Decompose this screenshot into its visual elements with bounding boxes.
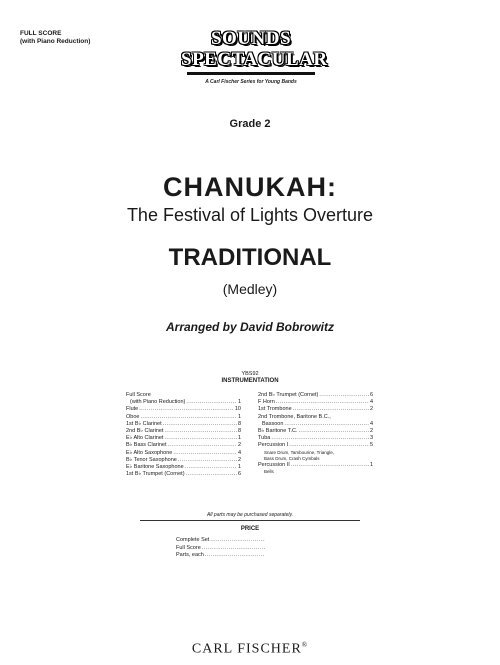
instrument-quantity: 4: [237, 449, 241, 456]
instrument-name: Full Score: [126, 392, 151, 398]
piece-title: CHANUKAH:: [163, 172, 337, 202]
leader-dots: [178, 457, 237, 464]
leader-dots: [202, 545, 265, 553]
leader-dots: [205, 552, 265, 560]
instrument-quantity: 6: [237, 471, 241, 478]
arranger-credit: Arranged by David Bobrowitz: [165, 320, 335, 334]
instrument-name: 2nd B♭ Clarinet: [126, 428, 164, 435]
instrument-quantity: 1: [237, 435, 241, 442]
instrument-row: [258, 392, 373, 399]
instrument-name: E♭ Alto Clarinet: [126, 435, 164, 442]
instrument-name: (with Piano Reduction): [130, 399, 186, 406]
instrument-row: [126, 392, 241, 399]
price-row: [176, 545, 266, 553]
catalog-number: YBS92: [241, 371, 259, 377]
leader-dots: [163, 421, 237, 428]
publisher-logo: [0, 641, 500, 658]
leader-dots: [173, 450, 237, 457]
instrument-name: 1st B♭ Clarinet: [126, 420, 162, 427]
instrument-quantity: 2: [237, 456, 241, 463]
instrument-quantity: 1: [237, 413, 241, 420]
price-row: [176, 552, 266, 560]
logo-tagline: A Carl Fischer Series for Young Bands: [205, 79, 297, 85]
parts-note: All parts may be purchased separately.: [206, 512, 294, 518]
leader-dots: [185, 464, 237, 471]
leader-dots: [298, 428, 368, 435]
instrument-quantity: 8: [237, 420, 241, 427]
publisher-name: CARL FISCHER: [191, 641, 302, 657]
instrument-row: [126, 471, 241, 478]
instrument-name: E♭ Alto Saxophone: [126, 449, 173, 456]
instrument-quantity: 1: [369, 461, 373, 468]
instrument-name: Snare Drum, Tambourine, Triangle,: [264, 449, 334, 455]
instrument-row: [258, 406, 373, 413]
logo-bar: [187, 72, 315, 75]
grade-level: Grade 2: [229, 118, 271, 130]
instrument-row: [258, 399, 373, 406]
leader-dots: [186, 399, 237, 406]
leader-dots: [168, 442, 237, 449]
leader-dots: [291, 462, 369, 469]
instrument-name: F Horn: [258, 399, 275, 406]
instrument-quantity: 4: [369, 399, 373, 406]
instrument-quantity: 1: [237, 464, 241, 471]
instrument-row: [258, 442, 373, 449]
instrument-row: [258, 428, 373, 435]
instrument-quantity: 5: [369, 442, 373, 449]
leader-dots: [210, 537, 265, 545]
instrument-name: Percussion I: [258, 442, 289, 449]
instrumentation-left-column: [126, 392, 241, 478]
price-item: Parts, each: [176, 552, 204, 558]
leader-dots: [289, 442, 369, 449]
instrument-quantity: 2: [237, 442, 241, 449]
instrument-row: [258, 435, 373, 442]
leader-dots: [319, 392, 369, 399]
edition-label-line1: FULL SCORE: [20, 30, 62, 37]
leader-dots: [164, 435, 236, 442]
logo-line2: SPECTACULAR: [181, 49, 328, 70]
instrument-row: [126, 457, 241, 464]
instrument-name: 1st B♭ Trumpet (Cornet): [126, 471, 185, 478]
instrument-name: Oboe: [126, 413, 140, 420]
instrument-quantity: 4: [369, 420, 373, 427]
instrument-row: [126, 399, 241, 406]
leader-dots: [276, 399, 369, 406]
divider: [140, 520, 360, 521]
leader-dots: [139, 406, 234, 413]
instrument-row: [258, 421, 373, 428]
instrument-name: Bassoon: [262, 420, 284, 427]
instrument-quantity: 10: [234, 406, 241, 413]
instrument-row: [126, 414, 241, 421]
piece-form: (Medley): [222, 281, 278, 297]
instrument-quantity: 2: [369, 428, 373, 435]
instrumentation-right-column: [258, 392, 373, 475]
instrument-name: B♭ Tenor Saxophone: [126, 456, 177, 463]
price-item: Full Score: [176, 544, 201, 551]
instrument-name: Bass Drum, Crash Cymbals: [264, 455, 320, 461]
edition-label: [20, 30, 90, 46]
registered-mark: ®: [301, 641, 309, 649]
series-logo: [181, 28, 328, 86]
instrument-quantity: 2: [369, 406, 373, 413]
instrument-row: [126, 421, 241, 428]
instrument-name: 2nd B♭ Trumpet (Cornet): [258, 392, 319, 398]
instrument-name: 1st Trombone: [258, 406, 292, 413]
instrument-row: [258, 469, 373, 475]
instrument-name: Tuba: [258, 435, 271, 442]
instrument-name: B♭ Bass Clarinet: [126, 442, 167, 449]
piece-subtitle: The Festival of Lights Overture: [126, 205, 374, 225]
price-row: [176, 537, 266, 545]
leader-dots: [186, 471, 237, 478]
instrument-row: [126, 450, 241, 457]
leader-dots: [293, 406, 369, 413]
instrument-row: [258, 462, 373, 469]
leader-dots: [140, 414, 236, 421]
price-list: [176, 537, 266, 560]
instrument-quantity: 8: [237, 428, 241, 435]
leader-dots: [164, 428, 236, 435]
edition-label-line2: (with Piano Reduction): [20, 38, 91, 45]
instrument-row: [258, 414, 373, 421]
composer: TRADITIONAL: [168, 244, 332, 271]
instrument-name: Flute: [126, 406, 139, 413]
price-item: Complete Set: [176, 537, 210, 543]
instrument-name: 2nd Trombone, Baritone B.C.,: [258, 413, 331, 420]
instrumentation-heading: INSTRUMENTATION: [221, 378, 279, 384]
instrument-name: Percussion II: [258, 461, 290, 468]
instrument-row: [126, 442, 241, 449]
price-heading: PRICE: [240, 526, 260, 532]
instrument-quantity: 1: [237, 399, 241, 406]
instrument-name: B♭ Baritone T.C.: [258, 428, 298, 435]
leader-dots: [284, 421, 369, 428]
instrument-quantity: 6: [369, 392, 373, 398]
logo-line1: SOUNDS: [210, 28, 292, 49]
instrument-quantity: 3: [369, 435, 373, 442]
instrument-row: [126, 406, 241, 413]
instrument-name: Bells: [264, 468, 274, 474]
instrument-name: E♭ Baritone Saxophone: [126, 464, 184, 471]
leader-dots: [271, 435, 369, 442]
